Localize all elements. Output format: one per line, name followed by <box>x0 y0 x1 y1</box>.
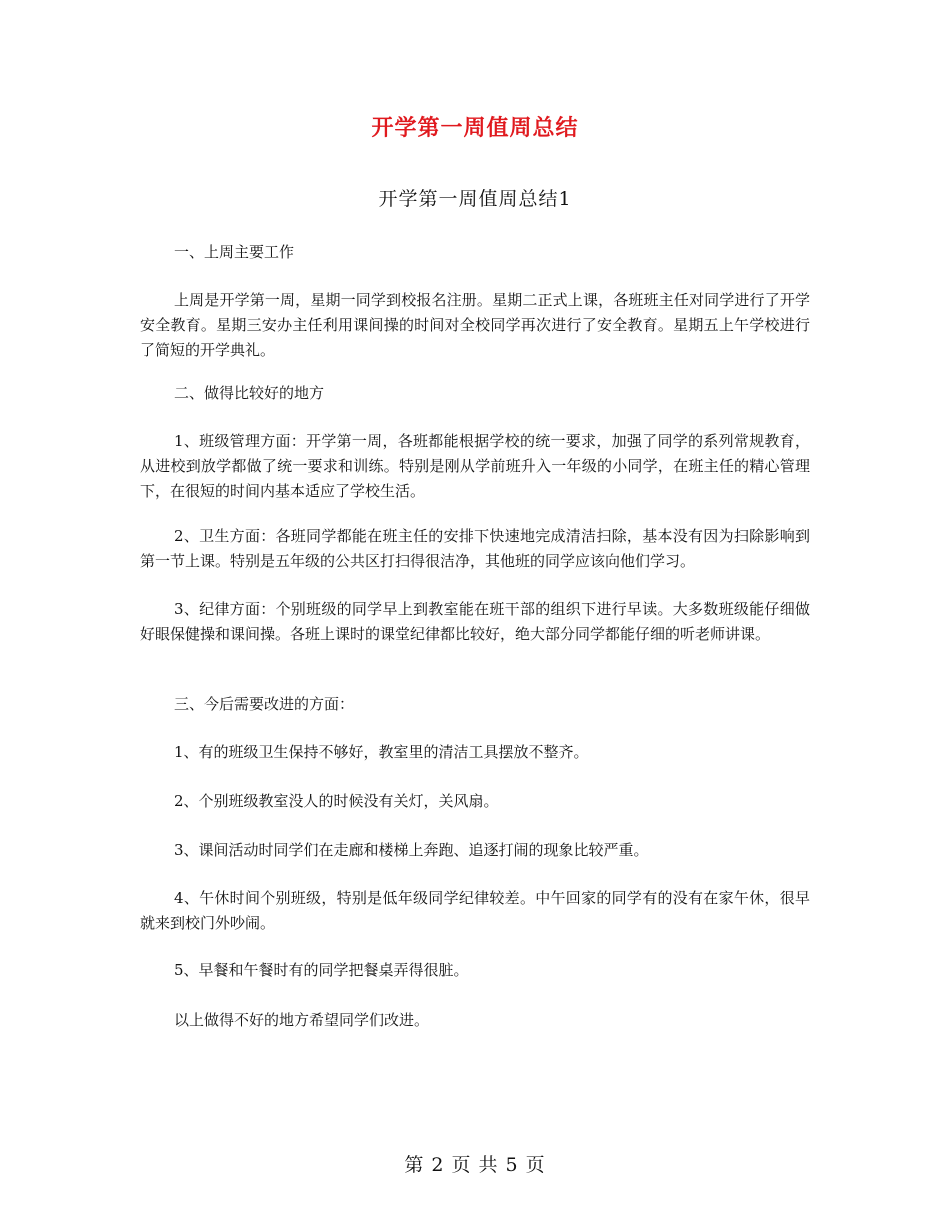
heading-improvements: 三、今后需要改进的方面： <box>174 695 355 713</box>
section-title: 开学第一周值周总结1 <box>378 188 572 210</box>
paragraph-class-management: 1、班级管理方面：开学第一周，各班都能根据学校的统一要求，加强了同学的系列常规教育，从进校到放学都做了统一要求和训练。特别是刚从学前班升入一年级的小同学，在班主任的精心管理下，在很短的时间内基本适应了学校生活。 <box>140 432 810 500</box>
paragraph-closing: 以上做得不好的地方希望同学们改进。 <box>174 1011 430 1029</box>
list-item-improvement-4: 4、午休时间个别班级，特别是低年级同学纪律较差。中午回家的同学有的没有在家午休，很早就来到校门外吵闹。 <box>140 889 810 932</box>
list-item-improvement-2: 2、个别班级教室没人的时候没有关灯，关风扇。 <box>174 792 499 810</box>
document-title: 开学第一周值周总结 <box>371 116 579 141</box>
list-item-improvement-1: 1、有的班级卫生保持不够好，教室里的清洁工具摆放不整齐。 <box>174 743 589 761</box>
paragraph-main-work: 上周是开学第一周，星期一同学到校报名注册。星期二正式上课，各班班主任对同学进行了开学安全教育。星期三安办主任利用课间操的时间对全校同学再次进行了安全教育。星期五上午学校进行了简短的开学典礼。 <box>140 291 810 359</box>
page-number: 第 2 页 共 5 页 <box>404 1154 546 1176</box>
paragraph-hygiene: 2、卫生方面：各班同学都能在班主任的安排下快速地完成清洁扫除，基本没有因为扫除影响到第一节上课。特别是五年级的公共区打扫得很洁净，其他班的同学应该向他们学习。 <box>140 527 810 570</box>
list-item-improvement-5: 5、早餐和午餐时有的同学把餐桌弄得很脏。 <box>174 961 469 979</box>
heading-good-aspects: 二、做得比较好的地方 <box>174 384 325 402</box>
list-item-improvement-3: 3、课间活动时同学们在走廊和楼梯上奔跑、追逐打闹的现象比较严重。 <box>174 841 649 859</box>
heading-main-work: 一、上周主要工作 <box>174 243 295 261</box>
paragraph-discipline: 3、纪律方面：个别班级的同学早上到教室能在班干部的组织下进行早读。大多数班级能仔细做好眼保健操和课间操。各班上课时的课堂纪律都比较好，绝大部分同学都能仔细的听老师讲课。 <box>140 600 810 643</box>
